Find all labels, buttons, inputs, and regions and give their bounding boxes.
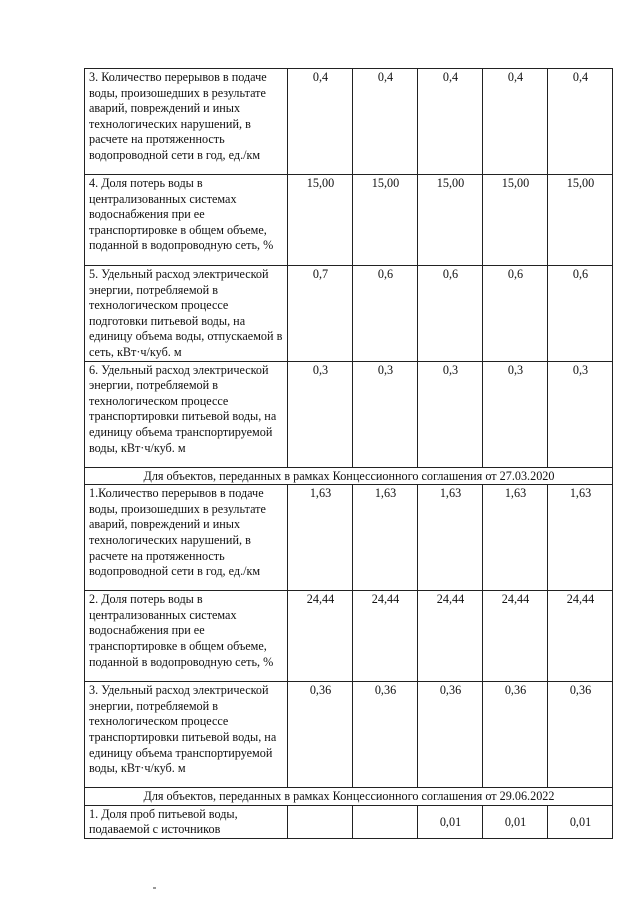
- value-cell: 0,7: [288, 266, 353, 362]
- table-row: [85, 175, 613, 266]
- table-row: [85, 266, 613, 362]
- section-heading: Для объектов, переданных в рамках Концессионного соглашения от 27.03.2020: [85, 467, 613, 485]
- indicator-description: 6. Удельный расход электрической энергии, потребляемой в технологическом процессе транспортировки питьевой воды, на единицу объема транспортируемой воды, кВт·ч/куб. м: [85, 361, 288, 467]
- table-row: [85, 485, 613, 591]
- value-cell: 0,3: [418, 361, 483, 467]
- value-cell: 0,3: [483, 361, 548, 467]
- value-cell: 24,44: [483, 591, 548, 682]
- value-cell: 0,6: [548, 266, 613, 362]
- indicator-description: 1. Доля проб питьевой воды, подаваемой с источников: [85, 805, 288, 838]
- value-cell: 0,6: [353, 266, 418, 362]
- value-cell: [353, 805, 418, 838]
- value-cell: 0,4: [288, 69, 353, 175]
- scan-speck: [153, 887, 156, 889]
- value-cell: 15,00: [548, 175, 613, 266]
- indicator-description: 3. Количество перерывов в подаче воды, произошедших в результате аварий, повреждений и иных технологических нарушений, в расчете на протяженность водопроводной сети в год, ед./км: [85, 69, 288, 175]
- value-cell: 0,3: [548, 361, 613, 467]
- value-cell: 0,36: [353, 682, 418, 788]
- value-cell: 0,4: [418, 69, 483, 175]
- indicators-table: [84, 68, 613, 839]
- table-row: [85, 361, 613, 467]
- value-cell: 0,4: [353, 69, 418, 175]
- value-cell: 1,63: [483, 485, 548, 591]
- value-cell: 0,6: [483, 266, 548, 362]
- value-cell: 0,3: [288, 361, 353, 467]
- value-cell: 0,01: [418, 805, 483, 838]
- value-cell: 1,63: [288, 485, 353, 591]
- value-cell: 0,01: [483, 805, 548, 838]
- value-cell: 15,00: [483, 175, 548, 266]
- value-cell: 1,63: [353, 485, 418, 591]
- value-cell: 15,00: [288, 175, 353, 266]
- section-heading: Для объектов, переданных в рамках Концессионного соглашения от 29.06.2022: [85, 788, 613, 806]
- value-cell: 0,6: [418, 266, 483, 362]
- indicator-description: 3. Удельный расход электрической энергии, потребляемой в технологическом процессе транспортировки питьевой воды, на единицу объема транспортируемой воды, кВт·ч/куб. м: [85, 682, 288, 788]
- table-row: [85, 591, 613, 682]
- section-header-row: [85, 467, 613, 485]
- value-cell: 1,63: [418, 485, 483, 591]
- value-cell: 24,44: [353, 591, 418, 682]
- table-row: [85, 69, 613, 175]
- value-cell: 1,63: [548, 485, 613, 591]
- value-cell: [288, 805, 353, 838]
- indicator-description: 4. Доля потерь воды в централизованных системах водоснабжения при ее транспортировке в общем объеме, поданной в водопроводную сеть, %: [85, 175, 288, 266]
- value-cell: 0,36: [483, 682, 548, 788]
- indicator-description: 2. Доля потерь воды в централизованных системах водоснабжения при ее транспортировке в общем объеме, поданной в водопроводную сеть, %: [85, 591, 288, 682]
- value-cell: 0,4: [548, 69, 613, 175]
- value-cell: 24,44: [548, 591, 613, 682]
- value-cell: 15,00: [353, 175, 418, 266]
- table-row: [85, 805, 613, 838]
- value-cell: 0,4: [483, 69, 548, 175]
- value-cell: 24,44: [418, 591, 483, 682]
- indicator-description: 5. Удельный расход электрической энергии, потребляемой в технологическом процессе подготовки питьевой воды, на единицу объема воды, отпускаемой в сеть, кВт·ч/куб. м: [85, 266, 288, 362]
- value-cell: 24,44: [288, 591, 353, 682]
- indicator-description: 1.Количество перерывов в подаче воды, произошедших в результате аварий, повреждений и иных технологических нарушений, в расчете на протяженность водопроводной сети в год, ед./км: [85, 485, 288, 591]
- value-cell: 0,36: [548, 682, 613, 788]
- value-cell: 0,01: [548, 805, 613, 838]
- table-row: [85, 682, 613, 788]
- section-header-row: [85, 788, 613, 806]
- value-cell: 0,3: [353, 361, 418, 467]
- value-cell: 15,00: [418, 175, 483, 266]
- value-cell: 0,36: [418, 682, 483, 788]
- value-cell: 0,36: [288, 682, 353, 788]
